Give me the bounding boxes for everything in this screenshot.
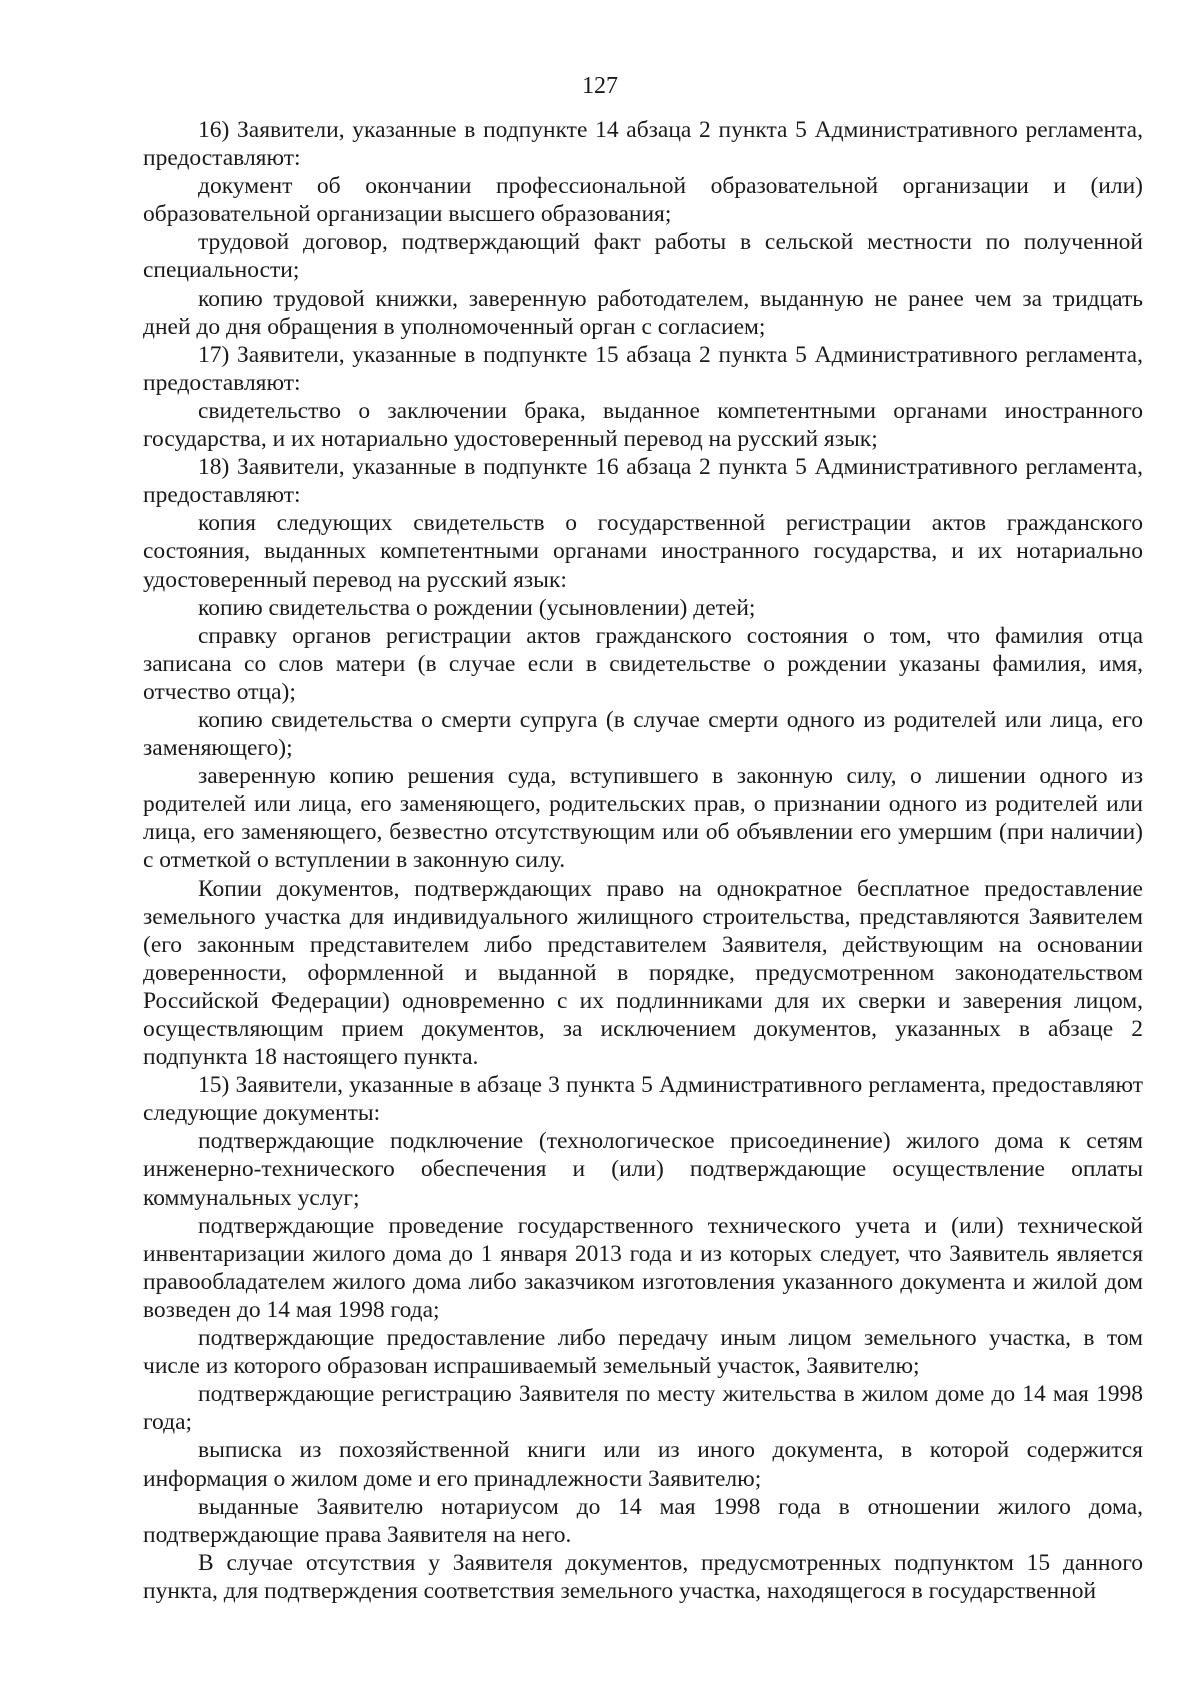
- paragraph: заверенную копию решения суда, вступившего в законную силу, о лишении одного из родителей или лица, его заменяющего, родительских прав, о признании одного из родителей или лица, его заменяющего, безвестно отсутствующим или об объявлении его умершим (при наличии) с отметкой о вступлении в законную силу.: [143, 763, 1143, 874]
- paragraph: 17) Заявители, указанные в подпункте 15 абзаца 2 пункта 5 Административного регламента, предоставляют:: [143, 341, 1143, 396]
- paragraph: документ об окончании профессиональной образовательной организации и (или) образовательной организации высшего образования;: [143, 173, 1143, 228]
- paragraph: свидетельство о заключении брака, выданное компетентными органами иностранного государства, и их нотариально удостоверенный перевод на русский язык;: [143, 397, 1143, 453]
- paragraph: В случае отсутствия у Заявителя документов, предусмотренных подпунктом 15 данного пункта, для подтверждения соответствия земельного участка, находящегося в государственной: [143, 1549, 1143, 1604]
- paragraph: подтверждающие регистрацию Заявителя по месту жительства в жилом доме до 14 мая 1998 года;: [143, 1381, 1143, 1436]
- paragraph: копию трудовой книжки, заверенную работодателем, выданную не ранее чем за тридцать дней до дня обращения в уполномоченный орган с согласием;: [143, 285, 1143, 340]
- paragraph: подтверждающие предоставление либо передачу иным лицом земельного участка, в том числе из которого образован испрашиваемый земельный участок, Заявителю;: [143, 1325, 1143, 1380]
- paragraph: подтверждающие проведение государственного технического учета и (или) технической инвентаризации жилого дома до 1 января 2013 года и из которых следует, что Заявитель является правообладателем жилого дома либо заказчиком изготовления указанного документа и жилой дом возведен до 14 мая 1998 года;: [143, 1212, 1143, 1323]
- paragraph: копию свидетельства о смерти супруга (в случае смерти одного из родителей или лица, его заменяющего);: [143, 706, 1143, 762]
- paragraph: копия следующих свидетельств о государственной регистрации актов гражданского состояния, выданных компетентными органами иностранного государства, и их нотариально удостоверенный перевод на русский язык:: [143, 510, 1143, 593]
- paragraph: справку органов регистрации актов гражданского состояния о том, что фамилия отца записана со слов матери (в случае если в свидетельстве о рождении указаны фамилия, имя, отчество отца);: [143, 622, 1143, 705]
- paragraph: выданные Заявителю нотариусом до 14 мая 1998 года в отношении жилого дома, подтверждающие права Заявителя на него.: [143, 1493, 1143, 1548]
- paragraph: 15) Заявители, указанные в абзаце 3 пункта 5 Административного регламента, предоставляют следующие документы:: [143, 1072, 1143, 1127]
- document-body: [143, 116, 1143, 1605]
- paragraph: трудовой договор, подтверждающий факт работы в сельской местности по полученной специальности;: [143, 229, 1143, 284]
- paragraph: копию свидетельства о рождении (усыновлении) детей;: [198, 594, 756, 621]
- paragraph: 16) Заявители, указанные в подпункте 14 абзаца 2 пункта 5 Административного регламента, предоставляют:: [143, 117, 1143, 172]
- paragraph: Копии документов, подтверждающих право на однократное бесплатное предоставление земельного участка для индивидуального жилищного строительства, представляются Заявителем (его законным представителем либо представителем Заявителя, действующим на основании доверенности, оформленной и выданной в порядке, предусмотренном законодательством Российской Федерации) одновременно с их подлинниками для их сверки и заверения лицом, осуществляющим прием документов, за исключением документов, указанных в абзаце 2 подпункта 18 настоящего пункта.: [143, 875, 1143, 1071]
- page-number: 127: [582, 73, 618, 99]
- paragraph: 18) Заявители, указанные в подпункте 16 абзаца 2 пункта 5 Административного регламента, предоставляют:: [143, 454, 1143, 509]
- paragraph: выписка из похозяйственной книги или из иного документа, в которой содержится информация о жилом доме и его принадлежности Заявителю;: [143, 1437, 1143, 1492]
- paragraph: подтверждающие подключение (технологическое присоединение) жилого дома к сетям инженерно-технического обеспечения и (или) подтверждающие осуществление оплаты коммунальных услуг;: [143, 1128, 1143, 1211]
